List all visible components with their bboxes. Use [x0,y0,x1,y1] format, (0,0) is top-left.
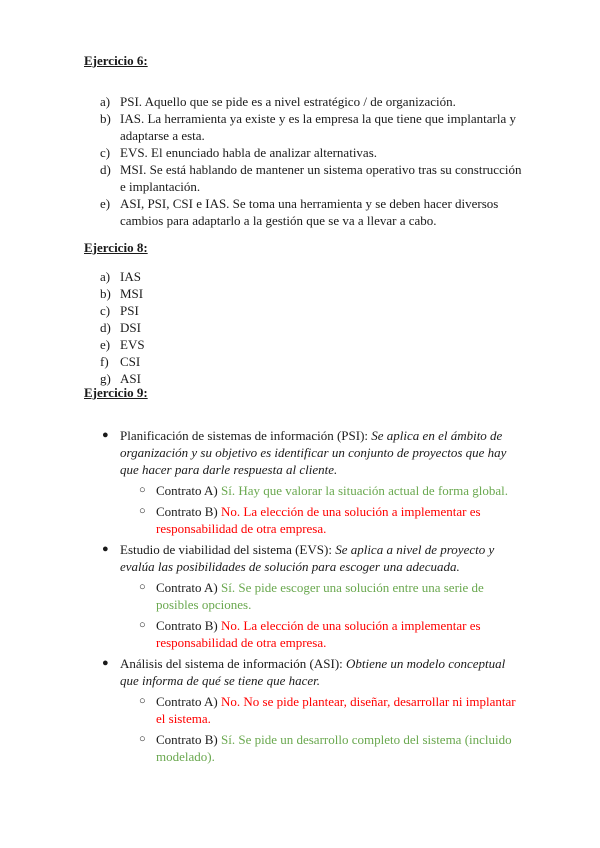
asi-contrato-a [84,693,524,727]
list-marker: b) [100,111,111,126]
list-item-text: MSI [120,286,144,301]
circle-bullet-icon: ○ [139,484,146,496]
contrato-answer: Sí. Se pide un desarrollo completo del sistema (incluido modelado). [156,732,512,764]
list-item-text: DSI [120,320,141,335]
list-marker: a) [100,94,111,109]
list-item-text: MSI. Se está hablando de mantener un sistema operativo tras su construcción e implantación. [120,162,522,194]
contrato-label: Contrato B) [156,504,218,519]
circle-bullet-icon: ○ [139,733,146,745]
list-marker: e) [100,196,111,211]
list-item [84,161,524,195]
bullet-icon: ● [102,543,109,555]
list-item [84,195,524,229]
section-name: Estudio de viabilidad del sistema (EVS): [120,542,332,557]
contrato-label: Contrato B) [156,618,218,633]
list-marker: f) [100,354,109,369]
list-marker: d) [100,320,111,335]
contrato-label: Contrato A) [156,694,218,709]
list-item [84,336,524,353]
contrato-answer: Sí. Se pide escoger una solución entre una serie de posibles opciones. [156,580,484,612]
circle-bullet-icon: ○ [139,695,146,707]
list-marker: e) [100,337,111,352]
bullet-icon: ● [102,657,109,669]
list-marker: b) [100,286,111,301]
list-item-text: ASI, PSI, CSI e IAS. Se toma una herramienta y se deben hacer diversos cambios para adaptarlo a la gestión que se va a llevar a cabo. [120,196,499,228]
psi-contrato-b [84,503,524,537]
list-item [84,370,524,387]
ejercicio-8-heading: Ejercicio 8: [84,240,148,255]
section-name: Análisis del sistema de información (ASI): [120,656,343,671]
contrato-label: Contrato B) [156,732,218,747]
section-description: Obtiene un modelo conceptual que informa de qué se tiene que hacer. [120,656,506,688]
contrato-answer: No. No se pide plantear, diseñar, desarrollar ni implantar el sistema. [156,694,516,726]
contrato-label: Contrato A) [156,580,218,595]
contrato-answer: No. La elección de una solución a implementar es responsabilidad de otra empresa. [156,504,481,536]
asi-section [84,655,524,689]
list-item [84,285,524,302]
ejercicio-9-content [84,427,524,765]
section-description: Se aplica a nivel de proyecto y evalúa las posibilidades de solución para escoger una adecuada. [120,542,495,574]
section-description: Se aplica en el ámbito de organización y su objetivo es identificar un conjunto de proyectos que hay que hacer para darle respuesta al cliente. [120,428,507,477]
list-item-text: EVS. El enunciado habla de analizar alternativas. [120,145,378,160]
section-name: Planificación de sistemas de información (PSI): [120,428,369,443]
list-item [84,110,524,144]
list-item [84,268,524,285]
ejercicio-8-list [84,268,524,387]
list-item-text: IAS. La herramienta ya existe y es la empresa la que tiene que implantarla y adaptarse a esta. [120,111,516,143]
list-item-text: PSI [120,303,139,318]
contrato-label: Contrato A) [156,483,218,498]
list-item-text: EVS [120,337,145,352]
list-item-text: PSI. Aquello que se pide es a nivel estratégico / de organización. [120,94,456,109]
list-item [84,319,524,336]
list-item [84,93,524,110]
psi-section [84,427,524,478]
bullet-icon: ● [102,429,109,441]
psi-contrato-a [84,482,524,499]
circle-bullet-icon: ○ [139,505,146,517]
ejercicio-6-list [84,93,524,229]
asi-contrato-b [84,731,524,765]
list-item-text: CSI [120,354,141,369]
ejercicio-9-heading: Ejercicio 9: [84,385,148,400]
list-marker: d) [100,162,111,177]
list-marker: a) [100,269,111,284]
contrato-answer: No. La elección de una solución a implementar es responsabilidad de otra empresa. [156,618,481,650]
circle-bullet-icon: ○ [139,581,146,593]
evs-section [84,541,524,575]
ejercicio-6-heading: Ejercicio 6: [84,53,148,68]
evs-contrato-b [84,617,524,651]
list-item [84,144,524,161]
list-item-text: IAS [120,269,141,284]
list-marker: c) [100,145,111,160]
list-marker: g) [100,371,111,386]
list-item [84,353,524,370]
circle-bullet-icon: ○ [139,619,146,631]
contrato-answer: Sí. Hay que valorar la situación actual de forma global. [221,483,508,498]
list-marker: c) [100,303,111,318]
list-item-text: ASI [120,371,141,386]
list-item [84,302,524,319]
evs-contrato-a [84,579,524,613]
